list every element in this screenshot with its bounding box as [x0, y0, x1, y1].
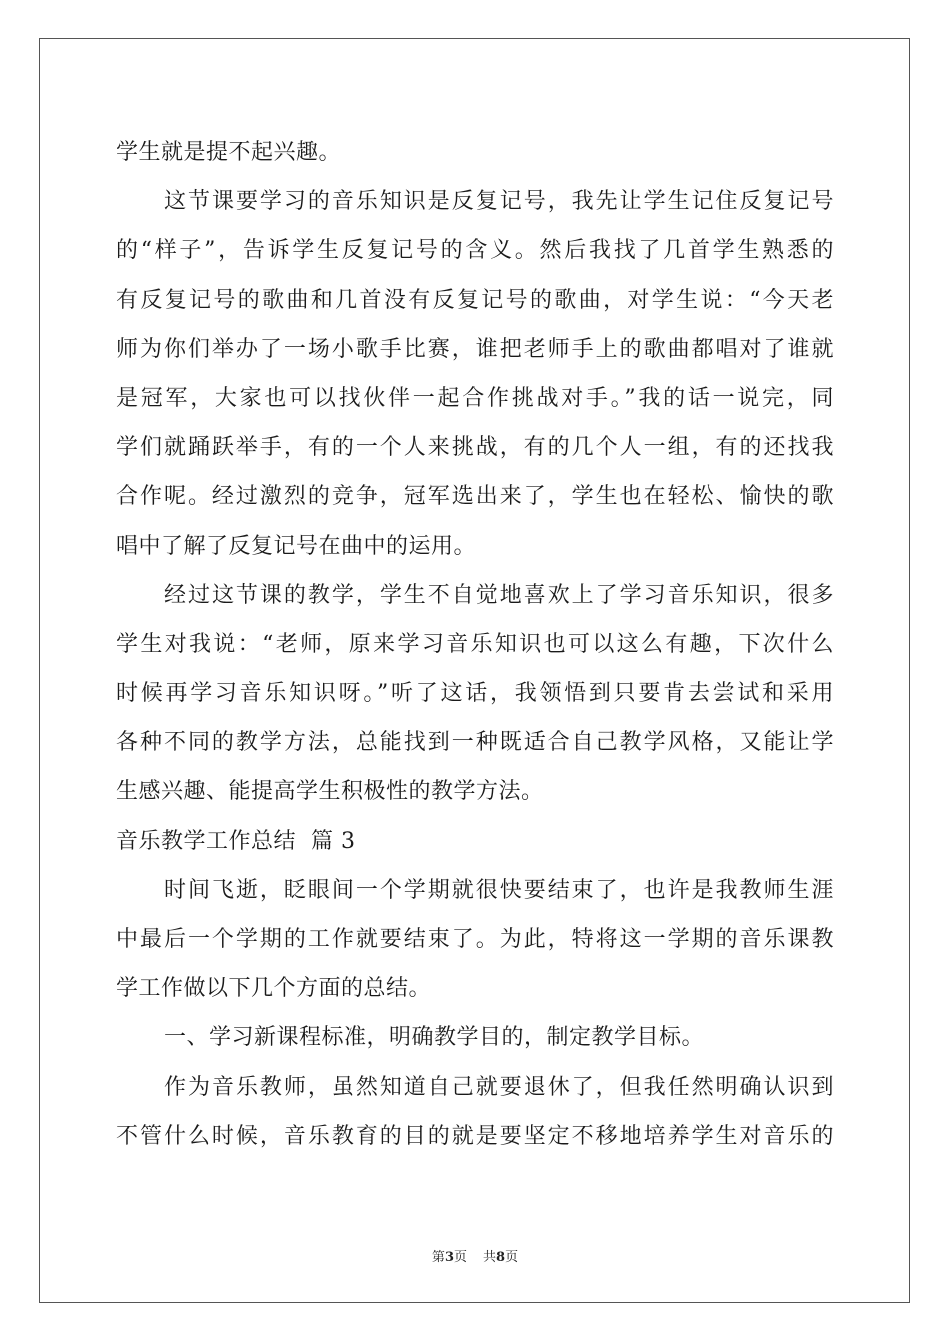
page-prefix: 第: [431, 1250, 445, 1265]
paragraph-first-line: 一、学习新课程标准，明确教学目的，制定教学目标。: [164, 1025, 705, 1051]
paragraph-first-line: 经过这节课的教学，学生不自觉地喜欢上了学习音乐知识，很多: [164, 582, 834, 608]
total-prefix: 共: [483, 1250, 497, 1265]
page-suffix: 页: [453, 1250, 467, 1265]
text-line: 学生对我说：“老师，原来学习音乐知识也可以这么有趣，下次什么: [116, 631, 834, 657]
text-line: 唱中了解了反复记号在曲中的运用。: [116, 533, 477, 559]
text-line: 的“样子”，告诉学生反复记号的含义。然后我找了几首学生熟悉的: [116, 238, 834, 264]
text-line: 各种不同的教学方法，总能找到一种既适合自己教学风格，又能让学: [116, 730, 834, 756]
text-line: 中最后一个学期的工作就要结束了。为此，特将这一学期的音乐课教: [116, 927, 834, 952]
page-footer: [0, 1246, 950, 1265]
document-body: [116, 128, 834, 1161]
total-suffix: 页: [505, 1250, 519, 1265]
page-total-number: 8: [496, 1250, 506, 1265]
text-line: 是冠军，大家也可以找伙伴一起合作挑战对手。”我的话一说完，同: [116, 385, 834, 411]
text-line: 时候再学习音乐知识呀。”听了这话，我领悟到只要肯去尝试和采用: [116, 681, 834, 707]
text-line: 有反复记号的歌曲和几首没有反复记号的歌曲，对学生说：“今天老: [116, 287, 834, 313]
text-line: 学生就是提不起兴趣。: [116, 140, 342, 165]
section-heading: 音乐教学工作总结 篇 3: [116, 828, 356, 854]
paragraph-first-line: 作为音乐教师，虽然知道自己就要退休了，但我任然明确认识到: [164, 1074, 834, 1100]
text-line: 师为你们举办了一场小歌手比赛，谁把老师手上的歌曲都唱对了谁就: [116, 336, 834, 362]
text-line: 不管什么时候，音乐教育的目的就是要坚定不移地培养学生对音乐的: [116, 1123, 834, 1149]
page-current-number: 3: [444, 1250, 454, 1265]
paragraph-first-line: 时间飞逝，眨眼间一个学期就很快要结束了，也许是我教师生涯: [164, 877, 834, 903]
text-line: 学们就踊跃举手，有的一个人来挑战，有的几个人一组，有的还找我: [116, 435, 834, 461]
text-line: 生感兴趣、能提高学生积极性的教学方法。: [116, 779, 544, 805]
text-line: 合作呢。经过激烈的竞争，冠军选出来了，学生也在轻松、愉快的歌: [116, 484, 834, 510]
paragraph-first-line: 这节课要学习的音乐知识是反复记号，我先让学生记住反复记号: [164, 189, 834, 215]
text-line: 学工作做以下几个方面的总结。: [116, 976, 432, 1002]
